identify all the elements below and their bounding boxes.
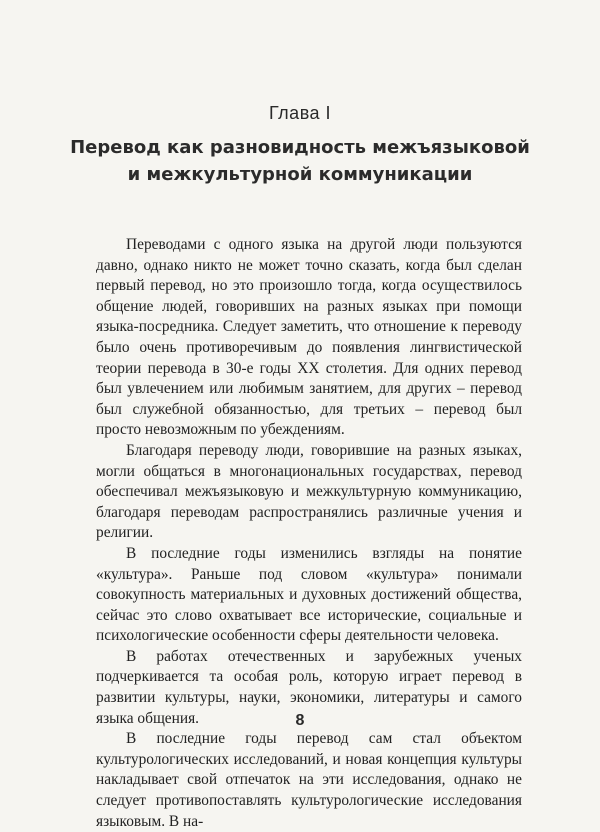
paragraph-3: В последние годы изменились взгляды на понятие «культура». Раньше под словом «культура» понимали совокупность материальных и духовных достижений общества, сейчас это слово охватывает все исторические, социальные и психологические особенности сферы деятельности человека. <box>96 544 522 645</box>
body-text <box>96 235 522 832</box>
chapter-label: Глава I <box>268 103 332 123</box>
paragraph-2: Благодаря переводу люди, говорившие на разных языках, могли общаться в многонациональных государствах, перевод обеспечивал межъязыковую и межкультурную коммуникацию, благодаря переводам распространялись различные учения и религии. <box>96 441 522 542</box>
chapter-title-line-1: Перевод как разновидность межъязыковой <box>70 137 530 158</box>
paragraph-1: Переводами с одного языка на другой люди пользуются давно, однако никто не может точно сказать, когда был сделан первый перевод, но это произошло тогда, когда осуществилось общение людей, говоривших на разных языках при помощи языка-посредника. Следует заметить, что отношение к переводу было очень противоречивым до появления лингвистической теории перевода в 30-е годы XX столетия. Для одних перевод был увлечением или любимым занятием, для других – перевод был служебной обязанностью, для третьих – перевод был просто невозможным по убеждениям. <box>96 236 522 439</box>
paragraph-4: В работах отечественных и зарубежных ученых подчеркивается та особая роль, которую играет перевод в развитии культуры, науки, экономики, литературы и самого языка общения. <box>96 647 522 727</box>
chapter-title <box>60 134 540 188</box>
paragraph-5: В последние годы перевод сам стал объектом культурологических исследований, и новая концепция культуры накладывает свой отпечаток на эти исследования, однако не следует противопоставлять культурологические исследования языковым. В на- <box>96 730 522 830</box>
page-number: 8 <box>295 712 305 729</box>
chapter-title-line-2: и межкультурной коммуникации <box>127 164 473 185</box>
